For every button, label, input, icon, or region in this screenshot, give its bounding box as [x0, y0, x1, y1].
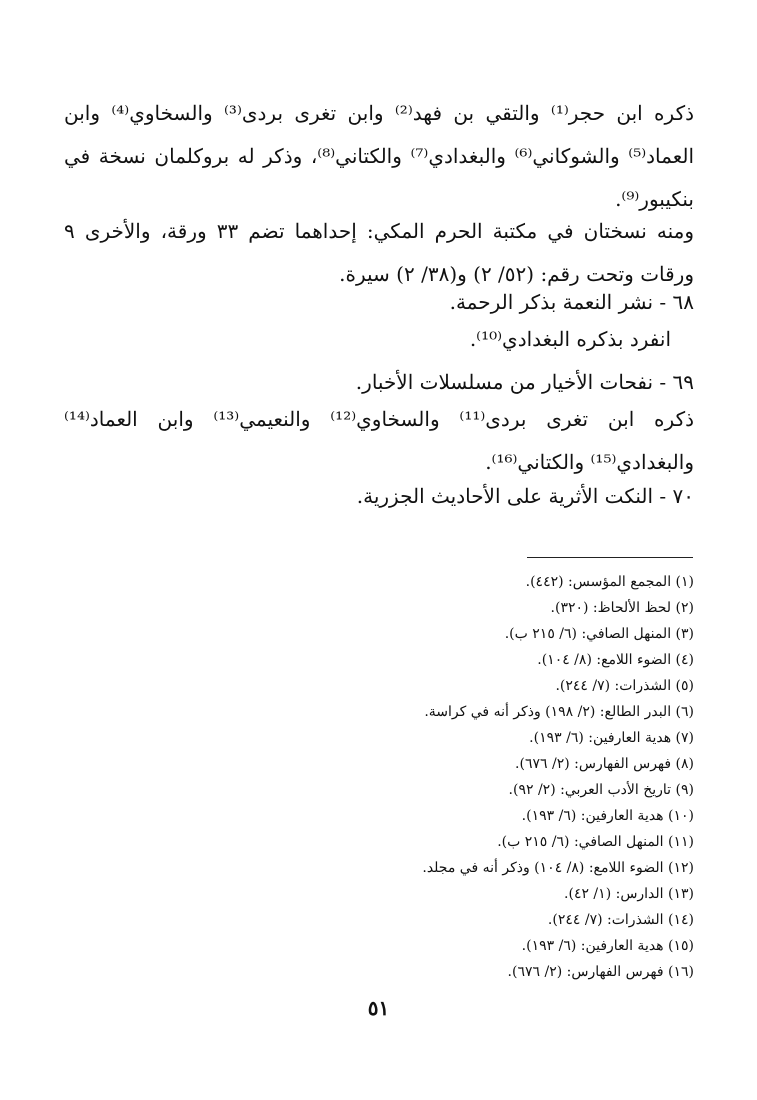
footnote: (٦) البدر الطالع: (٢/ ١٩٨) وذكر أنه في كراسة. — [424, 704, 694, 720]
page-number: ٥١ — [367, 996, 390, 1020]
footnote: (١) المجمع المؤسس: (٤٤٢). — [525, 574, 694, 590]
footnote: (١٦) فهرس الفهارس: (٢/ ٦٧٦). — [507, 964, 694, 980]
paragraph-manuscripts: ومنه نسختان في مكتبة الحرم المكي: إحداهما تضم ٣٣ ورقة، والأخرى ٩ ورقات وتحت رقم: (٥٢/ ٢) و(٣٨/ ٢) سيرة. — [64, 219, 694, 286]
footnote: (٢) لحظ الألحاظ: (٣٢٠). — [550, 600, 694, 616]
footnote: (٥) الشذرات: (٧/ ٢٤٤). — [555, 678, 694, 694]
footnote: (١٤) الشذرات: (٧/ ٢٤٤). — [547, 912, 694, 928]
footnote: (١٠) هدية العارفين: (٦/ ١٩٣). — [521, 808, 694, 824]
footnote: (١٥) هدية العارفين: (٦/ ١٩٣). — [521, 938, 694, 954]
footnote: (٣) المنهل الصافي: (٦/ ٢١٥ ب). — [504, 626, 694, 642]
footnote-separator — [527, 557, 693, 558]
footnote: (١١) المنهل الصافي: (٦/ ٢١٥ ب). — [497, 834, 694, 850]
footnote: (٨) فهرس الفهارس: (٢/ ٦٧٦). — [515, 756, 694, 772]
footnote: (١٢) الضوء اللامع: (٨/ ١٠٤) وذكر أنه في مجلد. — [422, 860, 694, 876]
item-70-title: ٧٠ - النكت الأثرية على الأحاديث الجزرية. — [356, 484, 694, 508]
item-69-title: ٦٩ - نفحات الأخيار من مسلسلات الأخبار. — [355, 370, 694, 394]
footnote: (٧) هدية العارفين: (٦/ ١٩٣). — [529, 730, 694, 746]
item-69-note: ذكره ابن تغرى بردى⁽¹¹⁾ والسخاوي⁽¹²⁾ والنعيمي⁽¹³⁾ وابن العماد⁽¹⁴⁾ والبغدادي⁽¹⁵⁾ والكتاني⁽¹⁶⁾. — [64, 407, 694, 474]
item-68-title: ٦٨ - نشر النعمة بذكر الرحمة. — [449, 290, 694, 314]
footnote: (٤) الضوء اللامع: (٨/ ١٠٤). — [537, 652, 694, 668]
footnote: (٩) تاريخ الأدب العربي: (٢/ ٩٢). — [508, 782, 694, 798]
item-68-note: انفرد بذكره البغدادي⁽¹⁰⁾. — [469, 327, 671, 351]
footnote: (١٣) الدارس: (١/ ٤٢). — [564, 886, 694, 902]
paragraph-references: ذكره ابن حجر⁽¹⁾ والتقي بن فهد⁽²⁾ وابن تغرى بردى⁽³⁾ والسخاوي⁽⁴⁾ وابن العماد⁽⁵⁾ والشوكاني⁽⁶⁾ والبغدادي⁽⁷⁾ والكتاني⁽⁸⁾، وذكر له بروكلمان نسخة في بنكيبور⁽⁹⁾. — [64, 101, 695, 211]
